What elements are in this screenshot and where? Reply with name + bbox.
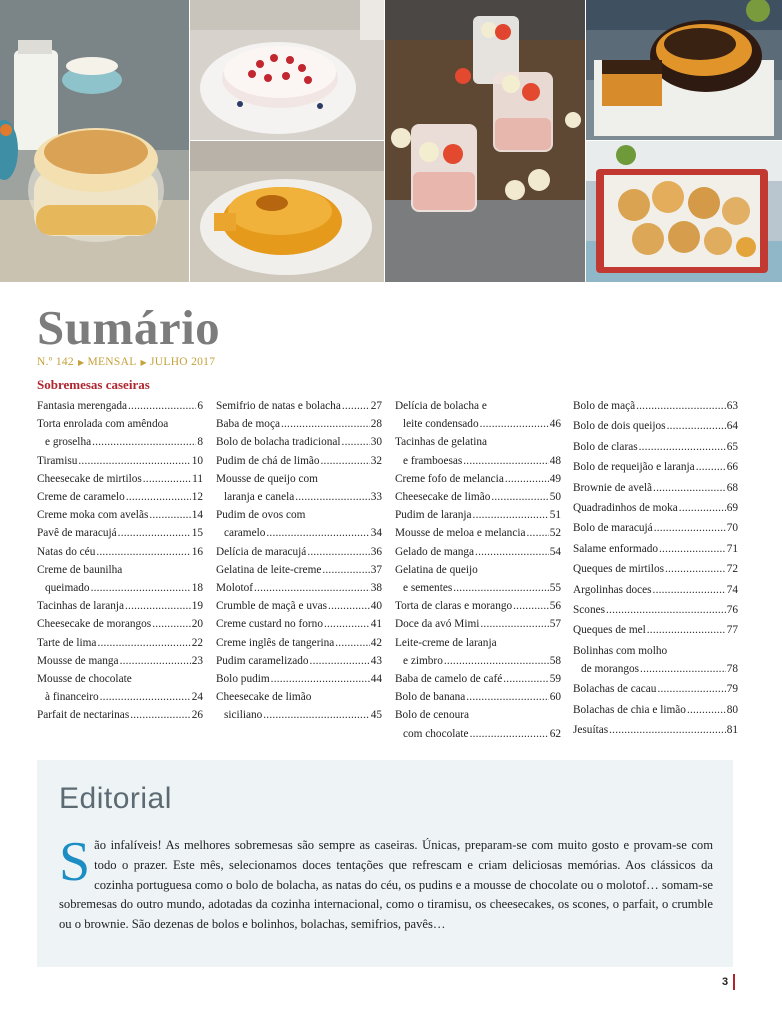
toc-leader-dots <box>473 506 549 524</box>
toc-entry[interactable] <box>37 415 203 451</box>
toc-entry-title: Tiramisu <box>37 454 78 467</box>
toc-page-number: 10 <box>191 454 203 467</box>
toc-page-number: 57 <box>549 618 561 631</box>
toc-entry[interactable] <box>395 543 561 561</box>
toc-column-2 <box>216 397 382 725</box>
toc-entry-title: de morangos <box>581 662 640 675</box>
triangle-icon: ▶ <box>77 358 85 367</box>
toc-page-number: 62 <box>549 727 561 740</box>
toc-page-number: 54 <box>549 545 561 558</box>
toc-entry-title: siciliano <box>224 709 263 722</box>
toc-entry[interactable] <box>216 579 382 597</box>
toc-leader-dots <box>78 452 190 470</box>
toc-column-4 <box>573 397 738 741</box>
toc-entry[interactable] <box>216 543 382 561</box>
toc-entry-title: Creme fofo de melancia <box>395 472 504 485</box>
toc-entry-title: queimado <box>45 582 90 595</box>
editorial-dropcap: S <box>59 831 91 893</box>
toc-page-number: 14 <box>191 509 203 522</box>
toc-entry[interactable] <box>395 524 561 542</box>
toc-page-number: 59 <box>549 673 561 686</box>
toc-entry[interactable] <box>37 470 203 488</box>
toc-entry-title: Cheesecake de limão <box>216 691 312 704</box>
toc-leader-dots <box>653 479 726 497</box>
toc-entry-title: e groselha <box>45 436 92 449</box>
toc-page-number: 52 <box>549 527 561 540</box>
toc-leader-dots <box>491 488 548 506</box>
toc-page-number: 66 <box>726 461 738 474</box>
toc-leader-dots <box>667 417 726 435</box>
toc-leader-dots <box>463 452 548 470</box>
toc-leader-dots <box>322 561 369 579</box>
toc-page-number: 26 <box>191 709 203 722</box>
toc-entry-title: Fantasia merengada <box>37 400 128 412</box>
toc-entry-title: Cheesecake de mirtilos <box>37 472 142 485</box>
photo-scones-tray <box>586 141 782 282</box>
toc-leader-dots <box>92 433 196 451</box>
toc-page-number: 64 <box>726 420 738 433</box>
toc-page-number: 60 <box>549 691 561 704</box>
toc-leader-dots <box>636 397 726 415</box>
toc-entry-title: Baba de moça <box>216 418 280 431</box>
toc-entry[interactable] <box>37 506 203 524</box>
toc-entry-title: Argolinhas doces <box>573 583 652 596</box>
toc-entry[interactable] <box>216 452 382 470</box>
toc-entry[interactable] <box>37 706 203 724</box>
toc-entry[interactable] <box>573 560 738 578</box>
toc-entry[interactable] <box>573 458 738 476</box>
toc-leader-dots <box>453 579 548 597</box>
toc-page-number: 18 <box>191 582 203 595</box>
toc-entry-title: Bolo de dois queijos <box>573 420 666 433</box>
toc-leader-dots <box>328 597 370 615</box>
toc-page-number: 69 <box>726 501 738 514</box>
toc-page-number: 70 <box>726 522 738 535</box>
toc-entry[interactable] <box>37 615 203 633</box>
toc-entry-title: Mousse de queijo com <box>216 472 318 485</box>
toc-entry-title: Baba de camelo de café <box>395 673 503 686</box>
toc-entry[interactable] <box>216 561 382 579</box>
toc-page-number: 20 <box>191 618 203 631</box>
toc-page-number: 37 <box>370 563 382 576</box>
toc-entry[interactable] <box>216 397 382 415</box>
toc-entry-title: Bolo de requeijão e laranja <box>573 461 695 474</box>
toc-entry-title: Bolo de claras <box>573 440 638 453</box>
toc-entry-title: Pudim de laranja <box>395 509 472 522</box>
toc-entry[interactable] <box>216 597 382 615</box>
toc-entry[interactable] <box>216 433 382 451</box>
toc-page-number: 41 <box>370 618 382 631</box>
toc-leader-dots <box>266 524 369 542</box>
toc-page-number: 36 <box>370 545 382 558</box>
toc-leader-dots <box>118 524 191 542</box>
editorial-box <box>37 760 733 967</box>
toc-leader-dots <box>654 519 726 537</box>
toc-leader-dots <box>310 652 370 670</box>
toc-leader-dots <box>640 660 726 678</box>
section-heading: Sobremesas caseiras <box>37 377 150 392</box>
toc-leader-dots <box>324 615 370 633</box>
toc-entry-title: Bolinhas com molho <box>573 644 668 657</box>
toc-leader-dots <box>609 721 726 739</box>
toc-entry[interactable] <box>37 670 203 706</box>
toc-leader-dots <box>687 701 726 719</box>
toc-entry[interactable] <box>37 543 203 561</box>
toc-entry-title: Natas do céu <box>37 545 96 558</box>
toc-page-number: 77 <box>726 624 738 637</box>
toc-entry-title: Creme moka com avelãs <box>37 509 149 522</box>
toc-page-number: 74 <box>726 583 738 596</box>
toc-leader-dots <box>254 579 370 597</box>
toc-page-number: 76 <box>726 603 738 616</box>
toc-page-number: 78 <box>726 662 738 675</box>
toc-page-number: 33 <box>370 491 382 504</box>
toc-page-number: 16 <box>191 545 203 558</box>
toc-leader-dots <box>696 458 726 476</box>
toc-entry-title: Creme custard no forno <box>216 618 323 631</box>
toc-entry[interactable] <box>216 652 382 670</box>
toc-leader-dots <box>513 597 549 615</box>
toc-entry-title: com chocolate <box>403 727 469 740</box>
toc-entry-title: e zimbro <box>403 654 443 667</box>
toc-leader-dots <box>335 634 369 652</box>
toc-leader-dots <box>505 470 549 488</box>
toc-entry[interactable] <box>573 701 738 719</box>
toc-leader-dots <box>130 706 190 724</box>
toc-leader-dots <box>152 615 191 633</box>
editorial-body: ão infalíveis! As melhores sobremesas são sempre as caseiras. Únicas, preparam-se com muito gosto e provam-se com todo o prazer. Este mês, selecionamos doces tentações que refrescam e criam deliciosas memórias. Aos clássicos da cozinha portuguesa como o bolo de bolacha, as natas do céu, os pudins e a mousse de chocolate ou o molotof… somam-se sobremesas do outro mundo, adotadas da cozinha internacional, como o tiramisu, os cheesecakes, os scones, o parfait, o crumble ou o brownie. São dezenas de bolos e bolinhos, bolachas, semifrios, pavês… <box>59 838 713 932</box>
toc-leader-dots <box>470 725 549 743</box>
toc-entry[interactable] <box>37 397 203 415</box>
toc-entry[interactable] <box>216 688 382 724</box>
toc-entry[interactable] <box>573 519 738 537</box>
editorial-heading: Editorial <box>59 782 172 815</box>
toc-entry[interactable] <box>216 415 382 433</box>
toc-page-number: 15 <box>191 527 203 540</box>
toc-leader-dots <box>126 488 191 506</box>
toc-page-number: 55 <box>549 582 561 595</box>
toc-entry[interactable] <box>216 615 382 633</box>
toc-entry-title: Bolo de maçã <box>573 400 636 412</box>
toc-entry-title: Tarte de lima <box>37 636 97 649</box>
toc-page-number: 42 <box>370 636 382 649</box>
toc-entry-title: Quadradinhos de moka <box>573 501 678 514</box>
toc-leader-dots <box>444 652 549 670</box>
toc-page-number: 72 <box>726 563 738 576</box>
triangle-icon: ▶ <box>140 358 147 367</box>
toc-leader-dots <box>281 415 370 433</box>
photo-meringue-trifle <box>0 0 189 282</box>
toc-entry[interactable] <box>37 597 203 615</box>
toc-entry-title: Creme de caramelo <box>37 491 125 504</box>
toc-entry-title: Leite-creme de laranja <box>395 636 497 649</box>
toc-entry[interactable] <box>573 499 738 517</box>
toc-entry-title: Tacinhas de laranja <box>37 600 125 613</box>
toc-page-number: 22 <box>191 636 203 649</box>
toc-leader-dots <box>295 488 369 506</box>
toc-entry-title: Pudim de chá de limão <box>216 454 320 467</box>
toc-leader-dots <box>647 621 726 639</box>
toc-entry[interactable] <box>216 670 382 688</box>
toc-page-number: 44 <box>370 673 382 686</box>
toc-entry[interactable] <box>37 452 203 470</box>
toc-entry[interactable] <box>37 524 203 542</box>
toc-entry-title: Torta de claras e morango <box>395 600 513 613</box>
toc-leader-dots <box>271 670 370 688</box>
toc-entry-title: Delícia de bolacha e <box>395 400 487 412</box>
toc-page-number: 27 <box>370 400 382 412</box>
toc-entry[interactable] <box>573 438 738 456</box>
toc-leader-dots <box>475 543 549 561</box>
toc-entry-title: Bolachas de chia e limão <box>573 703 686 716</box>
toc-leader-dots <box>657 680 725 698</box>
toc-entry-title: Creme inglês de tangerina <box>216 636 335 649</box>
toc-leader-dots <box>97 634 190 652</box>
toc-page-number: 79 <box>726 683 738 696</box>
toc-entry-title: Bolo de cenoura <box>395 709 470 722</box>
toc-entry-title: Bolachas de cacau <box>573 683 657 696</box>
toc-entry-title: Cheesecake de morangos <box>37 618 152 631</box>
toc-page-number: 80 <box>726 703 738 716</box>
toc-entry-title: Semifrio de natas e bolacha <box>216 400 341 412</box>
toc-entry-title: Creme de baunilha <box>37 563 123 576</box>
toc-page-number: 6 <box>197 400 203 412</box>
toc-page-number: 50 <box>549 491 561 504</box>
toc-page-number: 48 <box>549 454 561 467</box>
toc-leader-dots <box>653 581 726 599</box>
toc-page-number: 81 <box>726 724 738 737</box>
toc-leader-dots <box>307 543 369 561</box>
toc-entry-title: Mousse de meloa e melancia <box>395 527 526 540</box>
issue-number: N.º 142 <box>37 356 74 368</box>
toc-page-number: 45 <box>370 709 382 722</box>
toc-leader-dots <box>527 524 549 542</box>
toc-leader-dots <box>321 452 370 470</box>
toc-leader-dots <box>639 438 726 456</box>
toc-entry-title: Queques de mirtilos <box>573 563 664 576</box>
toc-entry-title: Torta enrolada com amêndoa <box>37 418 169 431</box>
toc-entry-title: Pavê de maracujá <box>37 527 117 540</box>
toc-entry-title: Tacinhas de gelatina <box>395 436 488 449</box>
toc-entry-title: à financeiro <box>45 691 99 704</box>
toc-entry[interactable] <box>573 680 738 698</box>
toc-page-number: 24 <box>191 691 203 704</box>
toc-leader-dots <box>263 706 369 724</box>
toc-leader-dots <box>96 543 190 561</box>
toc-column-1 <box>37 397 203 725</box>
toc-entry[interactable] <box>395 506 561 524</box>
toc-page-number: 12 <box>191 491 203 504</box>
photo-caramel-flan <box>190 141 384 282</box>
toc-entry-title: Salame enformado <box>573 542 659 555</box>
toc-entry-title: Scones <box>573 603 606 616</box>
photo-berry-cheesecake <box>190 0 384 140</box>
toc-entry-title: Gelatina de leite-creme <box>216 563 322 576</box>
toc-leader-dots <box>128 397 196 415</box>
toc-entry[interactable] <box>573 601 738 619</box>
toc-page-number: 49 <box>549 472 561 485</box>
toc-page-number: 46 <box>549 418 561 431</box>
toc-entry-title: Gelado de manga <box>395 545 475 558</box>
toc-entry-title: Mousse de chocolate <box>37 673 132 686</box>
toc-leader-dots <box>100 688 191 706</box>
issue-frequency: MENSAL <box>87 356 137 368</box>
toc-entry[interactable] <box>216 470 382 506</box>
photo-gelatin-glasses <box>385 0 585 282</box>
toc-leader-dots <box>91 579 191 597</box>
toc-entry-title: Mousse de manga <box>37 654 119 667</box>
toc-page-number: 65 <box>726 440 738 453</box>
toc-entry-title: Doce da avó Mimi <box>395 618 480 631</box>
toc-entry-title: Brownie de avelã <box>573 481 653 494</box>
toc-page-number: 30 <box>370 436 382 449</box>
toc-column-3 <box>395 397 561 743</box>
toc-entry-title: Queques de mel <box>573 624 646 637</box>
toc-page-number: 23 <box>191 654 203 667</box>
page-number: 3 <box>722 976 729 988</box>
toc-entry-title: Pudim caramelizado <box>216 654 309 667</box>
toc-entry[interactable] <box>395 688 561 706</box>
toc-page-number: 71 <box>726 542 738 555</box>
photo-marble-cake <box>586 0 782 140</box>
toc-entry-title: Pudim de ovos com <box>216 509 306 522</box>
toc-entry[interactable] <box>395 397 561 433</box>
toc-entry[interactable] <box>573 540 738 558</box>
toc-entry[interactable] <box>395 615 561 633</box>
editorial-text <box>59 831 713 935</box>
toc-page-number: 40 <box>370 600 382 613</box>
toc-entry-title: e sementes <box>403 582 453 595</box>
toc-entry-title: leite condensado <box>403 418 479 431</box>
toc-leader-dots <box>503 670 548 688</box>
toc-entry-title: Molotof <box>216 582 254 595</box>
toc-entry[interactable] <box>573 581 738 599</box>
toc-entry[interactable] <box>395 488 561 506</box>
toc-entry[interactable] <box>216 506 382 542</box>
toc-entry[interactable] <box>37 634 203 652</box>
toc-page-number: 56 <box>549 600 561 613</box>
toc-entry[interactable] <box>573 479 738 497</box>
toc-entry[interactable] <box>395 706 561 742</box>
toc-entry[interactable] <box>37 561 203 597</box>
toc-leader-dots <box>143 470 191 488</box>
toc-entry[interactable] <box>573 642 738 678</box>
toc-leader-dots <box>659 540 726 558</box>
toc-page-number: 11 <box>192 472 203 485</box>
toc-page-number: 32 <box>370 454 382 467</box>
toc-entry[interactable] <box>37 488 203 506</box>
toc-page-number: 28 <box>370 418 382 431</box>
toc-entry[interactable] <box>395 470 561 488</box>
toc-entry[interactable] <box>573 621 738 639</box>
page-title: Sumário <box>37 300 221 355</box>
toc-page-number: 58 <box>549 654 561 667</box>
issue-date: JULHO 2017 <box>149 356 216 368</box>
toc-page-number: 19 <box>191 600 203 613</box>
toc-entry-title: Bolo de bolacha tradicional <box>216 436 341 449</box>
toc-entry-title: e framboesas <box>403 454 463 467</box>
photo-strip <box>0 0 782 282</box>
toc-entry[interactable] <box>395 561 561 597</box>
toc-page-number: 34 <box>370 527 382 540</box>
toc-leader-dots <box>606 601 726 619</box>
toc-entry-title: laranja e canela <box>224 491 295 504</box>
toc-entry-title: Gelatina de queijo <box>395 563 478 576</box>
toc-entry-title: Delícia de maracujá <box>216 545 307 558</box>
toc-page-number: 38 <box>370 582 382 595</box>
toc-entry-title: Bolo de maracujá <box>573 522 653 535</box>
toc-leader-dots <box>466 688 548 706</box>
toc-entry[interactable] <box>573 721 738 739</box>
toc-entry[interactable] <box>395 597 561 615</box>
toc-entry[interactable] <box>395 670 561 688</box>
toc-entry[interactable] <box>395 433 561 469</box>
toc-leader-dots <box>149 506 190 524</box>
toc-entry-title: caramelo <box>224 527 266 540</box>
toc-entry-title: Cheesecake de limão <box>395 491 491 504</box>
toc-entry-title: Jesuítas <box>573 724 609 737</box>
toc-leader-dots <box>480 615 548 633</box>
toc-entry[interactable] <box>573 397 738 415</box>
toc-leader-dots <box>679 499 726 517</box>
toc-leader-dots <box>120 652 191 670</box>
toc-page-number: 8 <box>197 436 203 449</box>
toc-leader-dots <box>342 433 370 451</box>
page-marker <box>733 974 735 990</box>
toc-entry[interactable] <box>573 417 738 435</box>
toc-entry-title: Crumble de maçã e uvas <box>216 600 328 613</box>
toc-page-number: 63 <box>726 400 738 412</box>
toc-page-number: 43 <box>370 654 382 667</box>
toc-leader-dots <box>665 560 726 578</box>
toc-leader-dots <box>342 397 370 415</box>
toc-leader-dots <box>480 415 549 433</box>
toc-entry-title: Parfait de nectarinas <box>37 709 130 722</box>
toc-entry[interactable] <box>395 634 561 670</box>
toc-page-number: 51 <box>549 509 561 522</box>
issue-info <box>37 356 215 368</box>
toc-entry[interactable] <box>37 652 203 670</box>
toc-entry[interactable] <box>216 634 382 652</box>
toc-entry-title: Bolo de banana <box>395 691 466 704</box>
toc-leader-dots <box>125 597 191 615</box>
toc-page-number: 68 <box>726 481 738 494</box>
toc-entry-title: Bolo pudim <box>216 673 270 686</box>
